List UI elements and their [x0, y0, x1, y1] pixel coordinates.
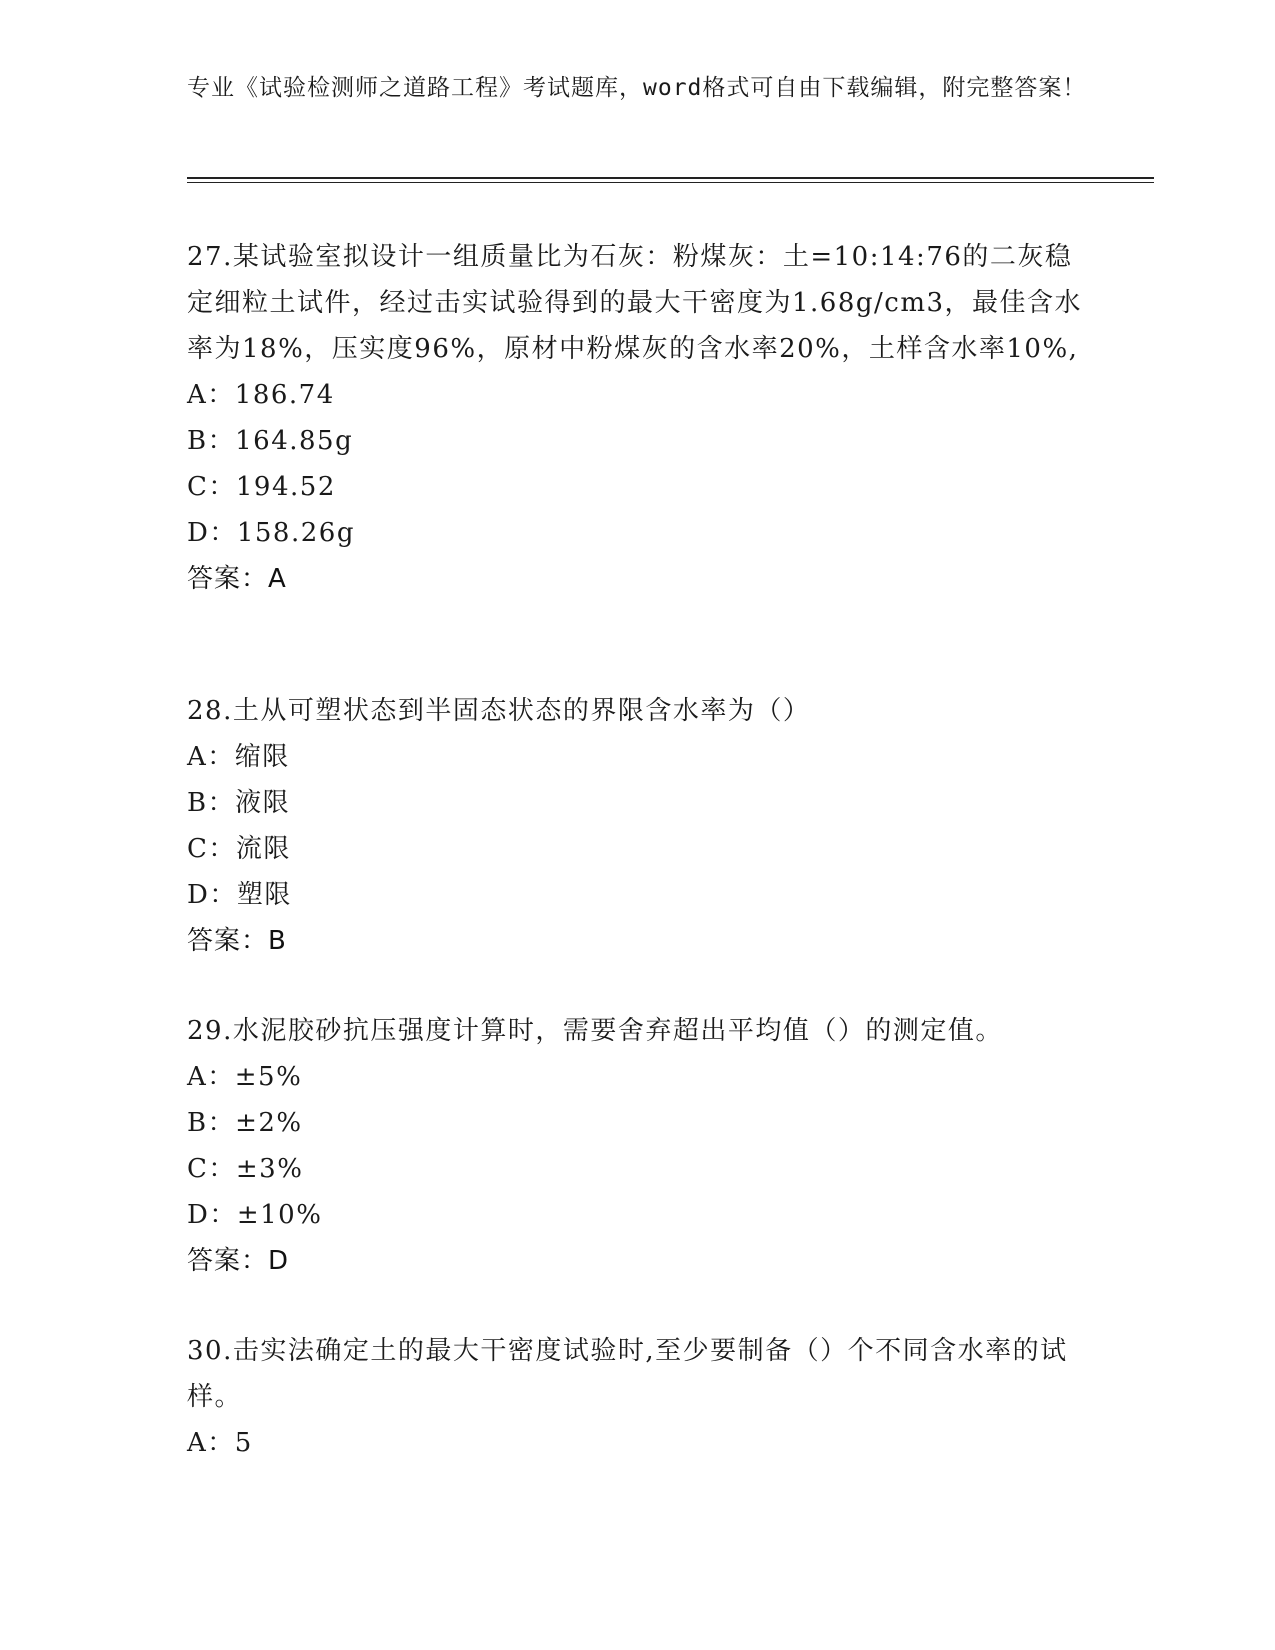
question-28	[187, 688, 1087, 964]
question-stem: 28.土从可塑状态到半固态状态的界限含水率为（）	[187, 696, 811, 726]
option-a: A：±5%	[187, 1062, 303, 1092]
option-a: A：186.74	[187, 380, 335, 410]
option-c: C：±3%	[187, 1154, 304, 1184]
question-27	[187, 234, 1087, 602]
question-stem: 27.某试验室拟设计一组质量比为石灰：粉煤灰：土=10:14:76的二灰稳定细粒土试件，经过击实试验得到的最大干密度为1.68g/cm3，最佳含水率为18%，压实度96%，原材中粉煤灰的含水率20%，土样含水率10%,	[187, 242, 1083, 364]
option-d: D：158.26g	[187, 518, 355, 548]
header-text: 专业《试验检测师之道路工程》考试题库，word格式可自由下载编辑，附完整答案！	[187, 75, 1087, 101]
option-a: A：5	[187, 1428, 253, 1458]
answer: 答案：A	[187, 564, 287, 594]
question-stem: 30.击实法确定土的最大干密度试验时,至少要制备（）个不同含水率的试样。	[187, 1336, 1068, 1412]
option-d: D：±10%	[187, 1200, 323, 1230]
answer: 答案：B	[187, 926, 287, 956]
question-29	[187, 1008, 1087, 1284]
answer: 答案：D	[187, 1246, 290, 1276]
option-d: D：塑限	[187, 880, 292, 910]
question-30	[187, 1328, 1087, 1466]
question-stem: 29.水泥胶砂抗压强度计算时，需要舍弃超出平均值（）的测定值。	[187, 1016, 1003, 1046]
option-c: C：194.52	[187, 472, 336, 502]
header-divider-bottom	[187, 182, 1154, 183]
header-divider-top	[187, 177, 1154, 179]
option-b: B：164.85g	[187, 426, 354, 456]
option-b: B：液限	[187, 788, 291, 818]
option-b: B：±2%	[187, 1108, 303, 1138]
option-a: A：缩限	[187, 742, 290, 772]
option-c: C：流限	[187, 834, 291, 864]
